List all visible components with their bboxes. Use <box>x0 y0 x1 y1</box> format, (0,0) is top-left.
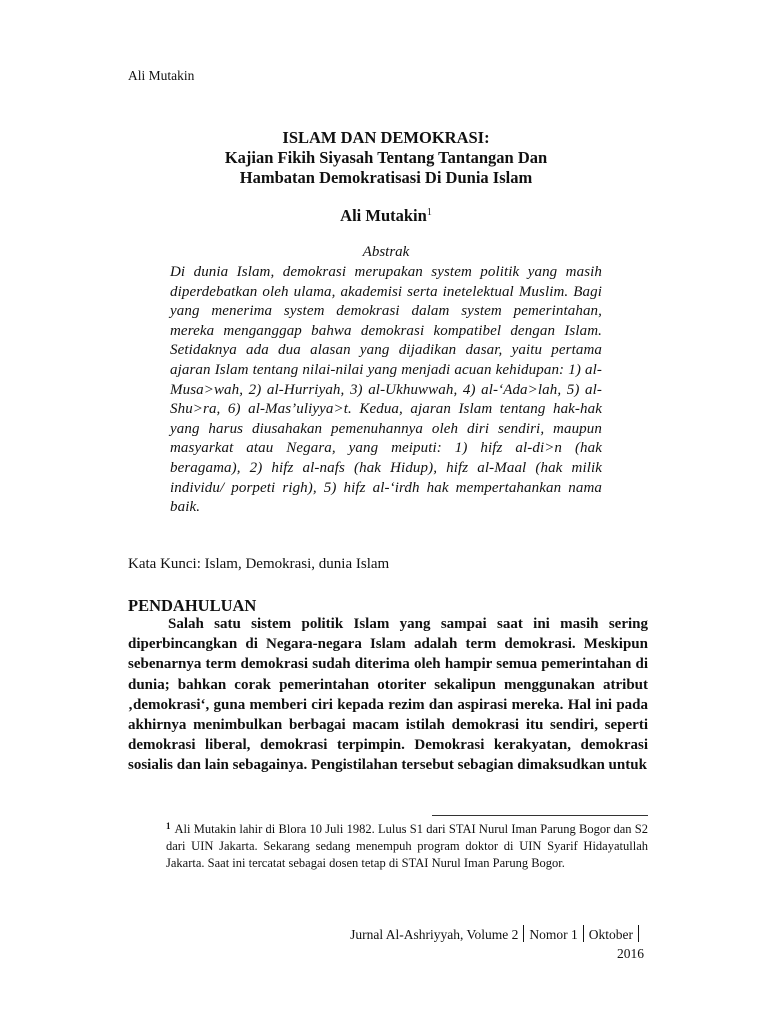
separator <box>523 925 524 942</box>
running-foot <box>350 925 644 961</box>
issue-month: Oktober <box>588 927 633 942</box>
footnote-text: Ali Mutakin lahir di Blora 10 Juli 1982. Lulus S1 dari STAI Nurul Iman Parung Bogor dan S2 dari UIN Jakarta. Sekarang sedang menempuh program doktor di UIN Syarif Hidayatullah Jakarta. Saat ini tercatat sebagai dosen tetap di STAI Nurul Iman Parung Bogor. <box>166 822 648 870</box>
article-title <box>120 128 652 188</box>
running-head: Ali Mutakin <box>128 68 195 83</box>
abstract-text: Di dunia Islam, demokrasi merupakan system politik yang masih diperdebatkan oleh ulama, akademisi serta inetelektual Muslim. Bagi yang menerima system demokrasi dalam system pemerintahan, mereka menganggap bahwa demokrasi kompatibel dengan Islam. Setidaknya ada dua alasan yang dijadikan dasar, yaitu pertama ajaran Islam tentang nilai-nilai yang menjadi acuan kehidupan: 1) al-Musa>wah, 2) al-Hurriyah, 3) al-Ukhuwwah, 4) al-‘Ada>lah, 5) al-Shu>ra, 6) al-Mas’uliyya>t. Kedua, ajaran Islam tentang hak-hak yang harus diusahakan pemenuhannya oleh diri sendiri, maupun masyarkat atau Negara, yang meiputi: 1) hifz al-di>n (hak beragama), 2) hifz al-nafs (hak Hidup), hifz al-Maal (hak milik individu/ porpeti righ), 5) hifz al-‘irdh hak mempertahankan nama baik. <box>170 264 602 516</box>
issue-number: Nomor 1 <box>529 927 578 942</box>
title-line-3: Hambatan Demokratisasi Di Dunia Islam <box>239 168 533 187</box>
keywords: Kata Kunci: Islam, Demokrasi, dunia Islam <box>128 556 390 572</box>
author-name: Ali Mutakin <box>340 206 427 225</box>
separator <box>638 925 639 942</box>
separator <box>583 925 584 942</box>
footnote-rule <box>432 815 648 816</box>
section-heading: PENDAHULUAN <box>128 596 257 615</box>
journal-name: Jurnal Al-Ashriyyah, Volume 2 <box>350 927 519 942</box>
footnote-mark: 1 <box>166 821 171 831</box>
author-footnote-mark[interactable]: 1 <box>426 207 432 218</box>
title-line-1: ISLAM DAN DEMOKRASI: <box>282 128 490 147</box>
body-text <box>128 614 648 776</box>
author-line <box>120 206 652 226</box>
abstract-heading: Abstrak <box>362 244 410 260</box>
title-line-2: Kajian Fikih Siyasah Tentang Tantangan Dan <box>224 148 548 167</box>
footnote <box>166 818 648 872</box>
issue-year: 2016 <box>617 946 644 961</box>
intro-paragraph: Salah satu sistem politik Islam yang sampai saat ini masih sering diperbincangkan di Negara-negara Islam adalah term demokrasi. Meskipun sebenarnya term demokrasi sudah diterima oleh hampir semua pemerintahan di dunia; bahkan corak pemerintahan otoriter sekalipun menggunakan atribut ‚demokrasi‘, guna memberi ciri kepada rezim dan aspirasi mereka. Hal ini pada akhirnya menimbulkan berbagai macam istilah demokrasi itu sendiri, seperti demokrasi liberal, demokrasi terpimpin. Demokrasi kerakyatan, demokrasi sosialis dan lain sebagainya. Pengistilahan tersebut sebagian dimaksudkan untuk <box>128 616 648 774</box>
